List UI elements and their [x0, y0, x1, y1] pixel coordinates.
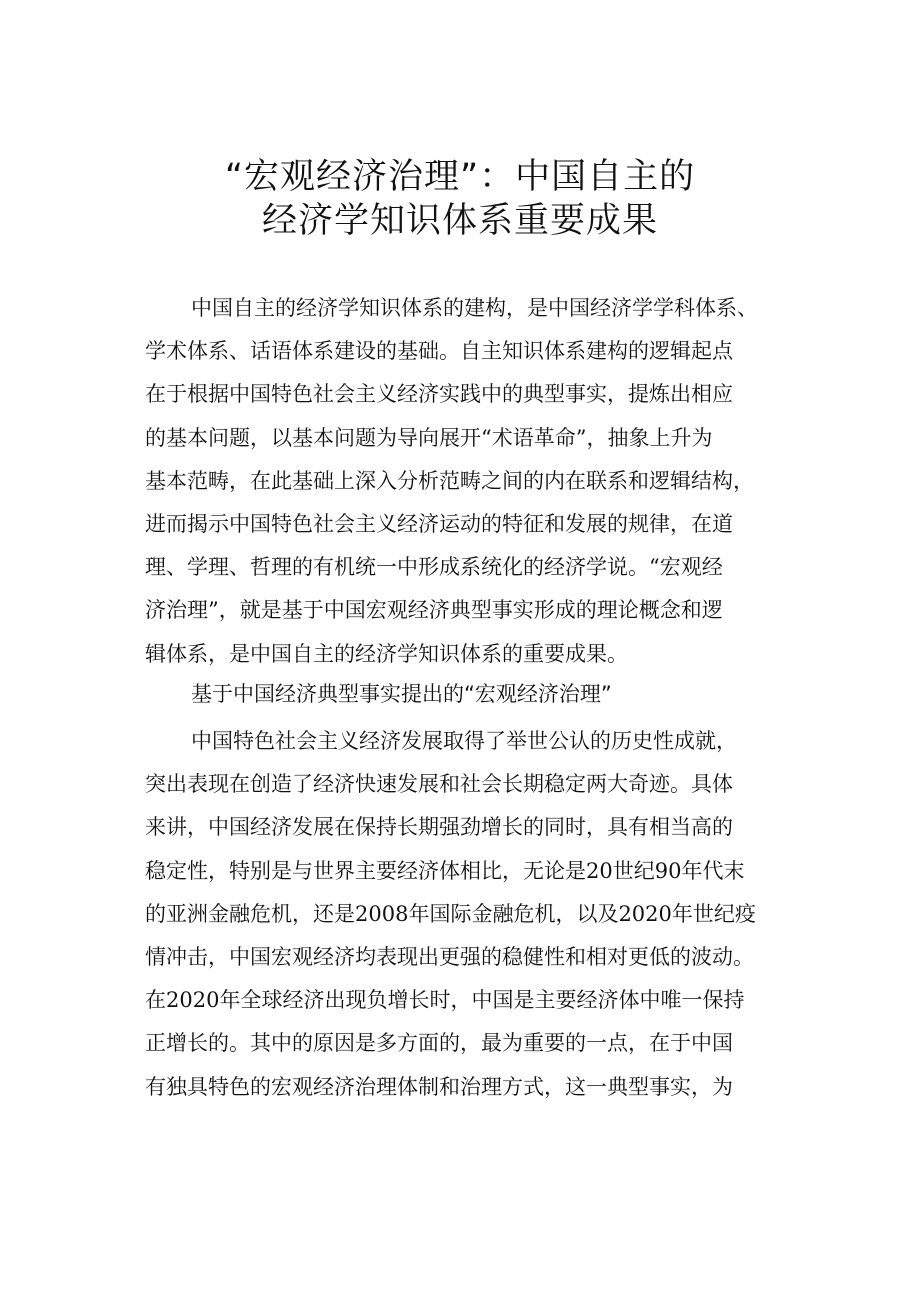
paragraph-2 — [145, 720, 813, 1109]
paragraph-line: 理、学理、哲理的有机统一中形成系统化的经济学说。“宏观经 — [145, 555, 723, 580]
paragraph-line: 有独具特色的宏观经济治理体制和治理方式，这一典型事实，为 — [145, 1074, 733, 1099]
paragraph-line: 的基本问题，以基本问题为导向展开“术语革命”，抽象上升为 — [145, 425, 713, 450]
paragraph-line: 中国自主的经济学知识体系的建构，是中国经济学学科体系、 — [191, 296, 758, 320]
paragraph-line: 突出表现在创造了经济快速发展和社会长期稳定两大奇迹。具体 — [145, 772, 733, 797]
paragraph-line: 在2020年全球经济出现负增长时，中国是主要经济体中唯一保持 — [145, 988, 745, 1013]
section-heading: 基于中国经济典型事实提出的“宏观经济治理” — [191, 682, 612, 706]
paragraph-line: 学术体系、话语体系建设的基础。自主知识体系建构的逻辑起点 — [145, 339, 733, 364]
paragraph-line: 济治理”，就是基于中国宏观经济典型事实形成的理论概念和逻 — [145, 598, 723, 623]
paragraph-line: 来讲，中国经济发展在保持长期强劲增长的同时，具有相当高的 — [145, 815, 733, 840]
paragraph-line: 中国特色社会主义经济发展取得了举世公认的历史性成就， — [191, 729, 737, 753]
paragraph-line: 稳定性，特别是与世界主要经济体相比，无论是20世纪90年代末 — [145, 858, 745, 883]
paragraph-line: 进而揭示中国特色社会主义经济运动的特征和发展的规律，在道 — [145, 511, 733, 536]
paragraph-line: 的亚洲金融危机，还是2008年国际金融危机，以及2020年世纪疫 — [145, 901, 756, 926]
document-title-line-2: 经济学知识体系重要成果 — [261, 201, 658, 241]
paragraph-line: 基本范畴，在此基础上深入分析范畴之间的内在联系和逻辑结构， — [145, 468, 754, 493]
paragraph-line: 正增长的。其中的原因是多方面的，最为重要的一点，在于中国 — [145, 1031, 733, 1056]
document-title-line-1: “宏观经济治理”：中国自主的 — [224, 157, 696, 197]
paragraph-line: 在于根据中国特色社会主义经济实践中的典型事实，提炼出相应 — [145, 382, 733, 407]
paragraph-line: 辑体系，是中国自主的经济学知识体系的重要成果。 — [145, 641, 628, 666]
paragraph-line: 情冲击，中国宏观经济均表现出更强的稳健性和相对更低的波动。 — [145, 944, 754, 969]
paragraph-1 — [145, 287, 813, 676]
